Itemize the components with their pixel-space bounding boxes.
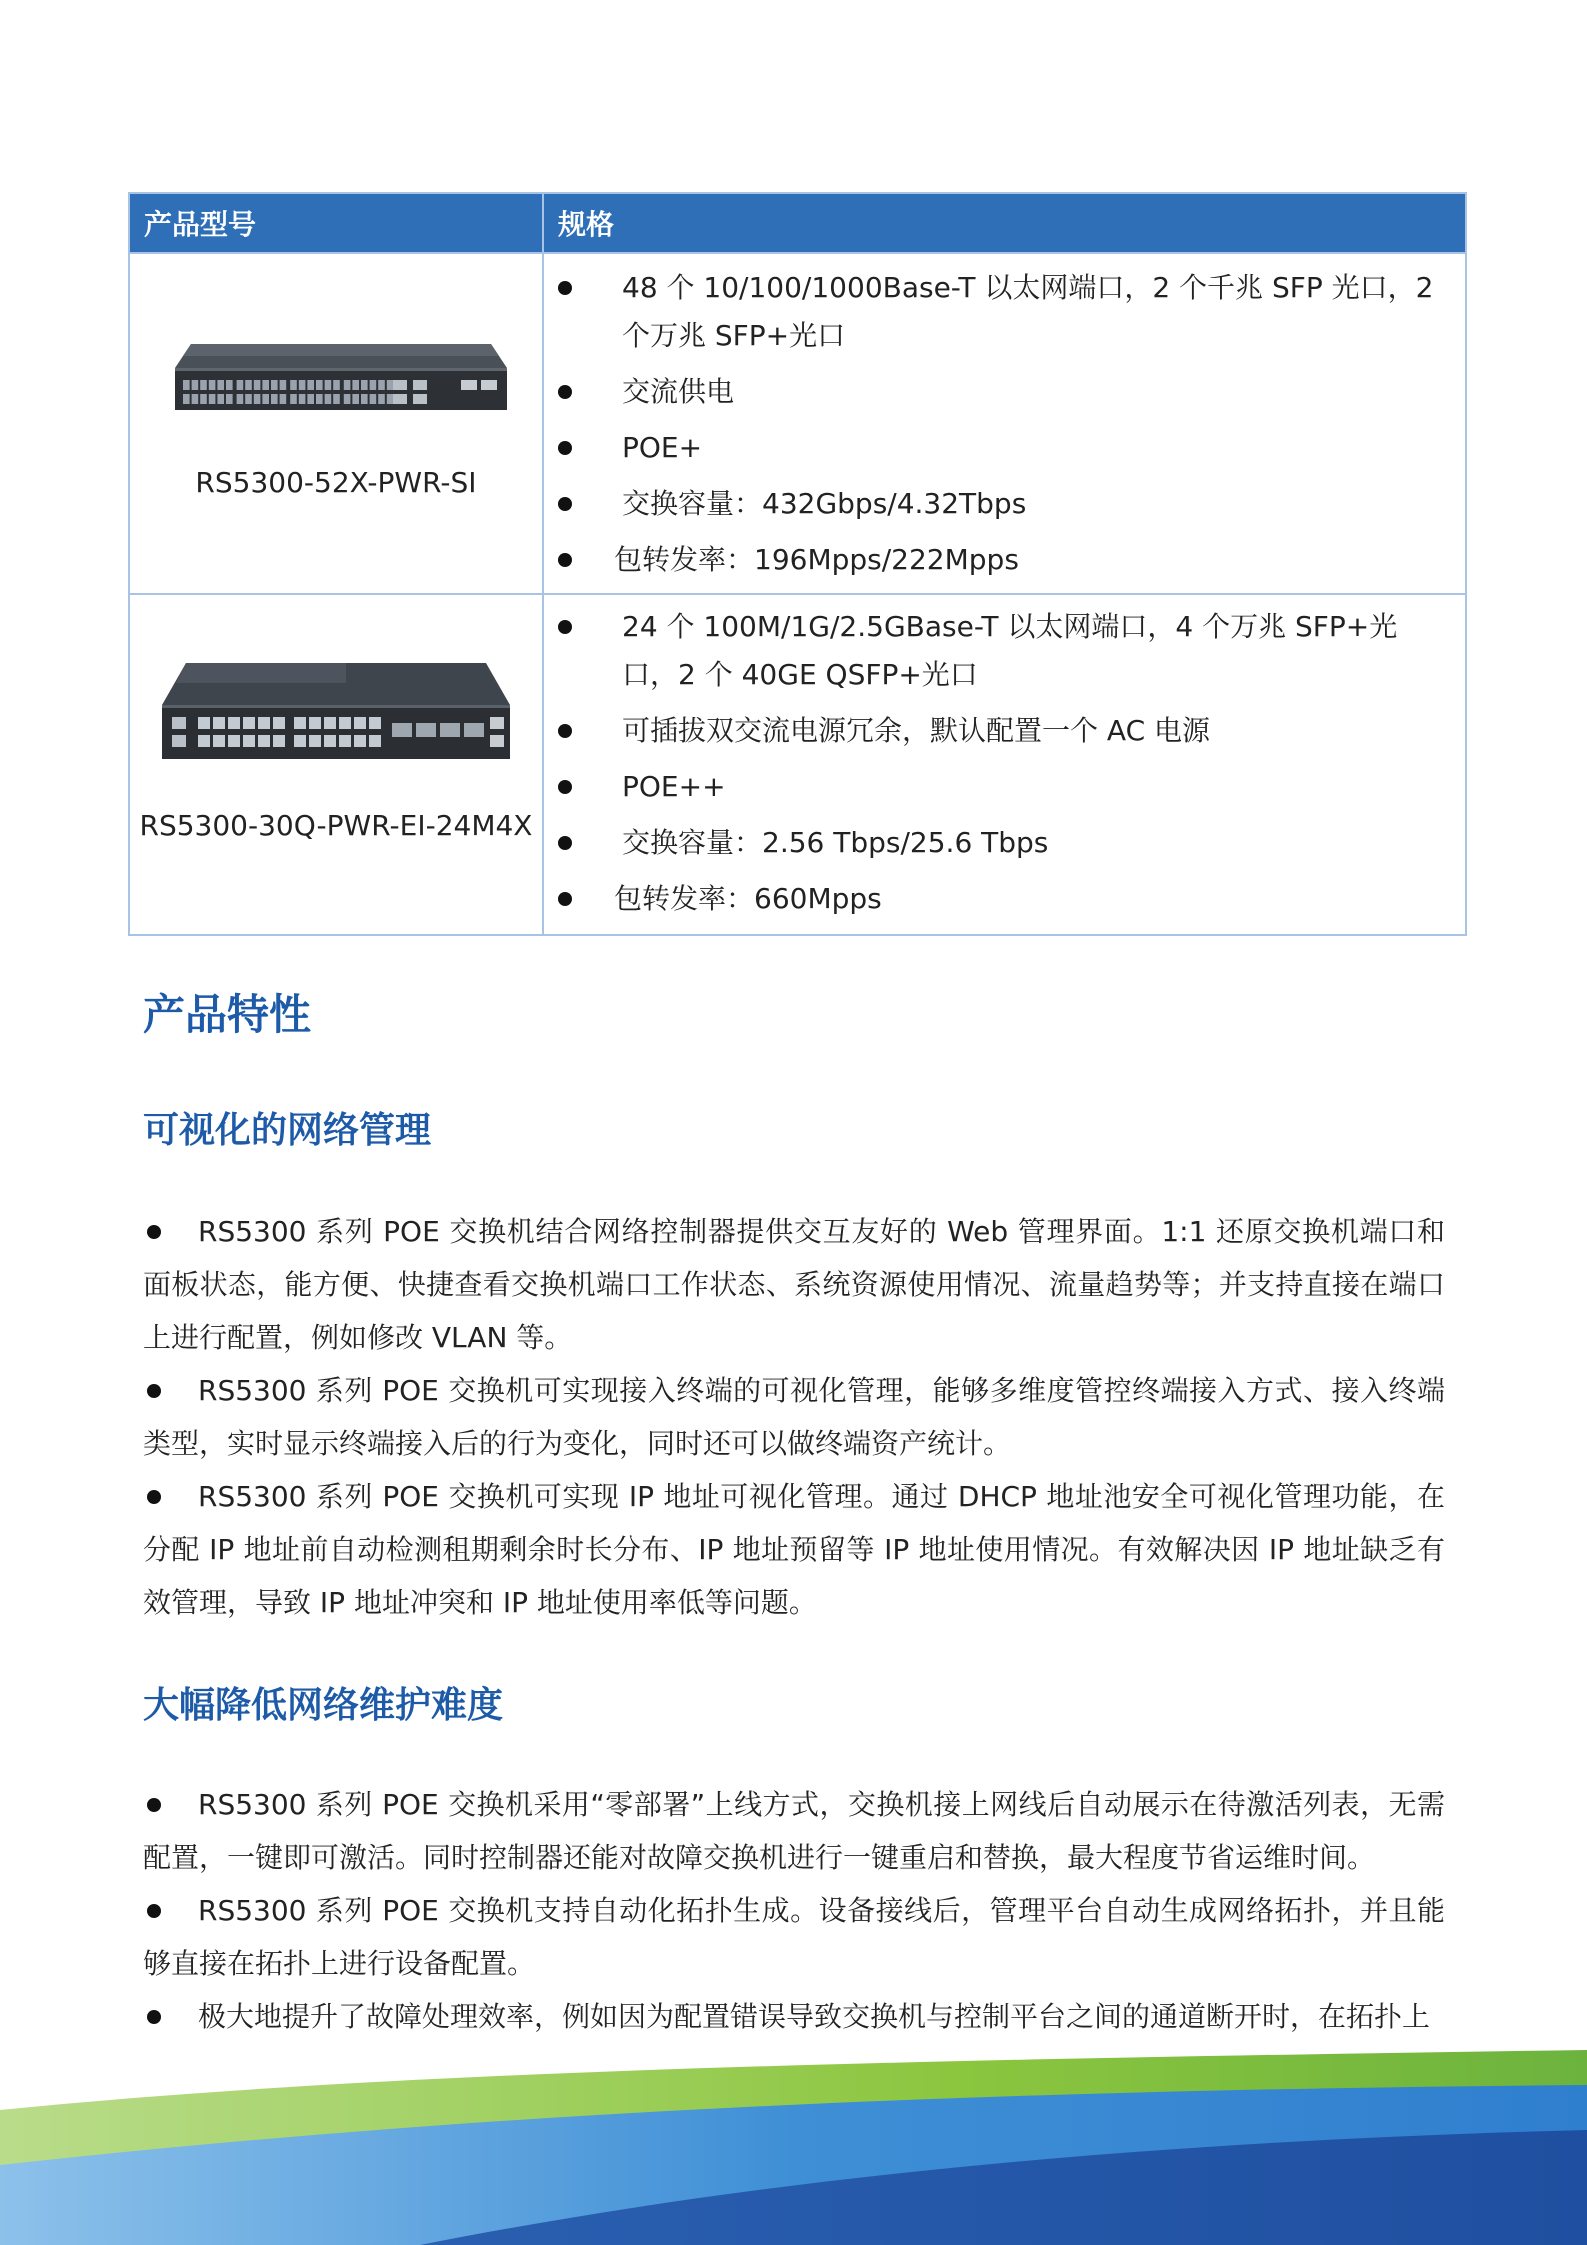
port-icon — [333, 394, 340, 404]
port-icon — [387, 394, 394, 404]
list-item: RS5300 系列 POE 交换机可实现接入终端的可视化管理，能够多维度管控终端接入方式、接入终端类型，实时显示终端接入后的行为变化，同时还可以做终端资产统计。 — [143, 1374, 1445, 1460]
bullet-icon — [558, 553, 572, 567]
spec-item: 24 个 100M/1G/2.5GBase-T 以太网端口，4 个万兆 SFP+光口，2 个 40GE QSFP+光口 — [544, 603, 1465, 699]
port-icon — [299, 394, 306, 404]
spec-cell — [543, 253, 1466, 594]
spec-item: POE++ — [544, 763, 1465, 811]
feature-list — [143, 1205, 1445, 1629]
table-header-row — [129, 193, 1466, 253]
port-icon — [333, 380, 340, 390]
port-icon — [192, 394, 199, 404]
port-icon — [254, 380, 261, 390]
spec-list — [544, 603, 1465, 923]
bullet-icon — [558, 724, 572, 738]
section-title: 大幅降低网络维护难度 — [143, 1685, 504, 1726]
port-icon — [273, 735, 285, 747]
port-icon — [352, 380, 359, 390]
bullet-icon — [558, 780, 572, 794]
bullet-icon — [147, 2010, 161, 2024]
port-icon — [299, 380, 306, 390]
bullet-icon — [558, 836, 572, 850]
bullet-icon — [147, 1225, 161, 1239]
port-icon — [198, 717, 210, 729]
list-item: 极大地提升了故障处理效率，例如因为配置错误导致交换机与控制平台之间的通道断开时，在拓扑上 — [143, 1990, 1445, 2043]
port-icon — [325, 394, 332, 404]
port-icon — [339, 735, 351, 747]
port-icon — [344, 394, 351, 404]
features-title: 产品特性 — [143, 990, 312, 1039]
spec-cell — [543, 594, 1466, 935]
port-icon — [213, 717, 225, 729]
port-icon — [280, 394, 287, 404]
port-icon — [209, 380, 216, 390]
bullet-icon — [558, 281, 572, 295]
feature-list — [143, 1778, 1445, 2043]
port-icon — [378, 380, 385, 390]
section-title: 可视化的网络管理 — [143, 1110, 432, 1151]
port-icon — [369, 735, 381, 747]
header-spec: 规格 — [543, 193, 1466, 253]
spec-item: 包转发率：660Mpps — [544, 875, 1465, 923]
port-icon — [237, 380, 244, 390]
spec-item: 48 个 10/100/1000Base-T 以太网端口，2 个千兆 SFP 光口，2 个万兆 SFP+光口 — [544, 264, 1465, 360]
port-icon — [254, 394, 261, 404]
port-icon — [361, 380, 368, 390]
port-icon — [344, 380, 351, 390]
port-icon — [352, 394, 359, 404]
spec-item: 可插拔双交流电源冗余，默认配置一个 AC 电源 — [544, 707, 1465, 755]
port-icon — [226, 380, 233, 390]
port-icon — [217, 394, 224, 404]
port-icon — [294, 717, 306, 729]
bullet-icon — [558, 620, 572, 634]
port-icon — [325, 380, 332, 390]
port-icon — [309, 735, 321, 747]
port-icon — [309, 717, 321, 729]
switch-30q-image — [146, 653, 526, 793]
spec-list — [544, 264, 1465, 584]
port-icon — [324, 717, 336, 729]
table-row — [129, 594, 1466, 935]
port-icon — [183, 394, 190, 404]
port-icon — [262, 394, 269, 404]
port-icon — [378, 394, 385, 404]
port-icon — [200, 394, 207, 404]
port-icon — [290, 380, 297, 390]
bullet-icon — [558, 892, 572, 906]
port-icon — [258, 735, 270, 747]
model-name: RS5300-30Q-PWR-EI-24M4X — [139, 809, 533, 842]
spec-item: 交换容量：2.56 Tbps/25.6 Tbps — [544, 819, 1465, 867]
spec-item: 包转发率：196Mpps/222Mpps — [544, 536, 1465, 584]
spec-item: 交流供电 — [544, 368, 1465, 416]
port-icon — [361, 394, 368, 404]
port-icon — [369, 717, 381, 729]
port-icon — [316, 380, 323, 390]
port-icon — [316, 394, 323, 404]
port-icon — [324, 735, 336, 747]
port-icon — [294, 735, 306, 747]
port-icon — [183, 380, 190, 390]
header-model: 产品型号 — [129, 193, 543, 253]
port-icon — [258, 717, 270, 729]
bullet-icon — [558, 385, 572, 399]
port-icon — [354, 717, 366, 729]
list-item: RS5300 系列 POE 交换机结合网络控制器提供交互友好的 Web 管理界面。1:1 还原交换机端口和面板状态，能方便、快捷查看交换机端口工作状态、系统资源使用情况、流量趋势等；并支持直接在端口上进行配置，例如修改 VLAN 等。 — [143, 1215, 1445, 1354]
port-icon — [271, 394, 278, 404]
port-icon — [280, 380, 287, 390]
port-icon — [271, 380, 278, 390]
port-icon — [307, 380, 314, 390]
list-item: RS5300 系列 POE 交换机支持自动化拓扑生成。设备接线后，管理平台自动生成网络拓扑，并且能够直接在拓扑上进行设备配置。 — [143, 1894, 1445, 1980]
decorative-wave — [0, 2030, 1587, 2245]
table-row — [129, 253, 1466, 594]
model-cell — [129, 253, 543, 594]
port-icon — [213, 735, 225, 747]
list-item: RS5300 系列 POE 交换机采用“零部署”上线方式，交换机接上网线后自动展示在待激活列表，无需配置，一键即可激活。同时控制器还能对故障交换机进行一键重启和替换，最大程度节省运维时间。 — [143, 1788, 1445, 1874]
list-item: RS5300 系列 POE 交换机可实现 IP 地址可视化管理。通过 DHCP 地址池安全可视化管理功能，在分配 IP 地址前自动检测租期剩余时长分布、IP 地址预留等 IP 地址使用情况。有效解决因 IP 地址缺乏有效管理，导致 IP 地址冲突和 IP 地址使用率低等问题。 — [143, 1480, 1445, 1619]
port-icon — [228, 717, 240, 729]
port-icon — [354, 735, 366, 747]
spec-item: 交换容量：432Gbps/4.32Tbps — [544, 480, 1465, 528]
port-icon — [243, 717, 255, 729]
port-icon — [243, 735, 255, 747]
port-icon — [198, 735, 210, 747]
port-icon — [209, 394, 216, 404]
port-icon — [237, 394, 244, 404]
port-icon — [370, 380, 377, 390]
port-icon — [200, 380, 207, 390]
port-icon — [387, 380, 394, 390]
port-icon — [370, 394, 377, 404]
spec-table — [128, 192, 1467, 936]
port-icon — [226, 394, 233, 404]
port-icon — [217, 380, 224, 390]
bullet-icon — [147, 1904, 161, 1918]
port-icon — [290, 394, 297, 404]
model-cell — [129, 594, 543, 935]
port-icon — [339, 717, 351, 729]
port-icon — [307, 394, 314, 404]
model-name: RS5300-52X-PWR-SI — [195, 466, 477, 499]
port-icon — [192, 380, 199, 390]
bullet-icon — [558, 497, 572, 511]
bullet-icon — [147, 1490, 161, 1504]
bullet-icon — [147, 1798, 161, 1812]
port-icon — [245, 394, 252, 404]
bullet-icon — [147, 1384, 161, 1398]
port-icon — [245, 380, 252, 390]
bullet-icon — [558, 441, 572, 455]
port-icon — [273, 717, 285, 729]
spec-item: POE+ — [544, 424, 1465, 472]
port-icon — [262, 380, 269, 390]
switch-52x-image — [161, 324, 511, 444]
port-icon — [228, 735, 240, 747]
